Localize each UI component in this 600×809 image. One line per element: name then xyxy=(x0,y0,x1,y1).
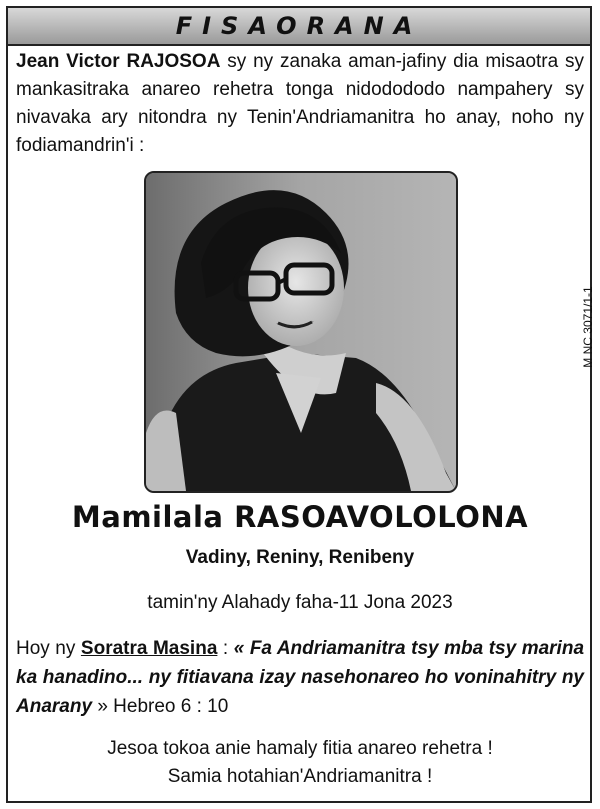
scripture-quote xyxy=(16,634,584,721)
quote-source: Soratra Masina xyxy=(80,638,218,659)
death-date: tamin'ny Alahady faha-11 Jona 2023 xyxy=(147,592,453,613)
intro-text: sy ny zanaka aman-jafiny dia misaotra sy mankasitraka anareo rehetra tonga nidodododo nampahery sy nivavaka ary nitondra ny Tenin'Andriamanitra ho anay, noho ny fodiamandrin'i : xyxy=(16,51,585,156)
quote-separator: : xyxy=(222,638,229,659)
portrait-photo xyxy=(144,171,458,493)
reference-code-text: M NC 3071/1-1 xyxy=(581,286,595,368)
quote-lead: Hoy ny xyxy=(16,638,76,659)
closing-line-2: Samia hotahian'Andriamanitra ! xyxy=(167,766,433,787)
quote-reference: » Hebreo 6 : 10 xyxy=(97,696,229,717)
intro-paragraph xyxy=(16,48,584,160)
quote-verse: « Fa Andriamanitra tsy mba tsy marina ka hanadino... ny fitiavana izay nasehonareo ho voninahitry ny Anarany xyxy=(16,638,585,717)
deceased-name: Mamilala RASOAVOLOLONA xyxy=(71,500,529,534)
header-banner xyxy=(8,8,590,46)
portrait-photo-icon xyxy=(146,173,456,491)
reference-code xyxy=(566,280,600,380)
closing-message xyxy=(0,735,600,791)
closing-line-1: Jesoa tokoa anie hamaly fitia anareo rehetra ! xyxy=(107,738,493,759)
deceased-roles: Vadiny, Reniny, Renibeny xyxy=(185,547,415,568)
notice-title: FISAORANA xyxy=(175,12,423,40)
author-name: Jean Victor RAJOSOA xyxy=(16,51,221,72)
